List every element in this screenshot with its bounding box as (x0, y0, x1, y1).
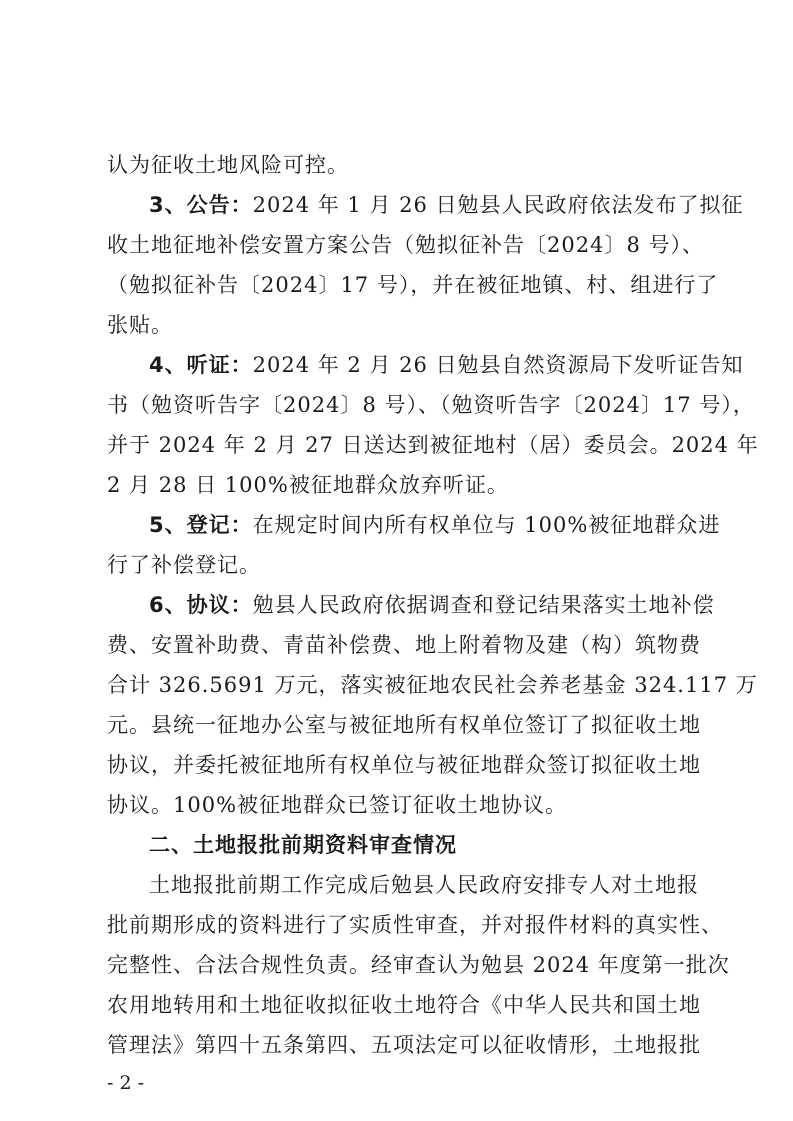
item-label: 5、登记： (149, 513, 253, 537)
body-line: 协议。100%被征地群众已签订征收土地协议。 (107, 793, 568, 817)
item-label: 3、公告： (149, 193, 253, 217)
body-line: 费、安置补助费、青苗补偿费、地上附着物及建（构）筑物费 (107, 633, 701, 657)
body-line: 书（勉资听告字〔2024〕8 号）、（勉资听告字〔2024〕17 号）， (107, 393, 755, 417)
body-line: 行了补偿登记。 (107, 553, 261, 577)
body-line: 认为征收土地风险可控。 (107, 153, 349, 177)
body-line: （勉拟征补告〔2024〕17 号），并在被征地镇、村、组进行了 (107, 273, 719, 297)
page-number: - 2 - (107, 1072, 145, 1094)
body-line: 元。县统一征地办公室与被征地所有权单位签订了拟征收土地 (107, 713, 701, 737)
item-label: 4、听证： (149, 353, 253, 377)
body-line: 2 月 28 日 100%被征地群众放弃听证。 (107, 473, 509, 497)
body-line: 张贴。 (107, 313, 173, 337)
body-line: 农用地转用和土地征收拟征收土地符合《中华人民共和国土地 (107, 993, 701, 1017)
section-heading: 二、土地报批前期资料审查情况 (149, 833, 457, 857)
body-line: 收土地征地补偿安置方案公告（勉拟征补告〔2024〕8 号）、 (107, 233, 704, 257)
item-text: 在规定时间内所有权单位与 100%被征地群众进 (252, 513, 721, 537)
item-label: 6、协议： (149, 593, 253, 617)
body-line: 并于 2024 年 2 月 27 日送达到被征地村（居）委员会。2024 年 (107, 433, 759, 457)
body-line: 管理法》第四十五条第四、五项法定可以征收情形，土地报批 (107, 1033, 701, 1057)
item-text: 2024 年 2 月 26 日勉县自然资源局下发听证告知 (252, 353, 744, 377)
item-text: 2024 年 1 月 26 日勉县人民政府依法发布了拟征 (252, 193, 744, 217)
list-item-hearing (149, 350, 744, 380)
body-line: 完整性、合法合规性负责。经审查认为勉县 2024 年度第一批次 (107, 953, 730, 977)
item-text: 勉县人民政府依据调查和登记结果落实土地补偿 (252, 593, 715, 617)
list-item-announcement (149, 190, 744, 220)
list-item-registration (149, 510, 720, 540)
body-line: 批前期形成的资料进行了实质性审查，并对报件材料的真实性、 (107, 913, 723, 937)
body-line: 合计 326.5691 万元，落实被征地农民社会养老基金 324.117 万 (107, 673, 758, 697)
body-line: 土地报批前期工作完成后勉县人民政府安排专人对土地报 (149, 873, 699, 897)
list-item-agreement (149, 590, 715, 620)
body-line: 协议，并委托被征地所有权单位与被征地群众签订拟征收土地 (107, 753, 701, 777)
